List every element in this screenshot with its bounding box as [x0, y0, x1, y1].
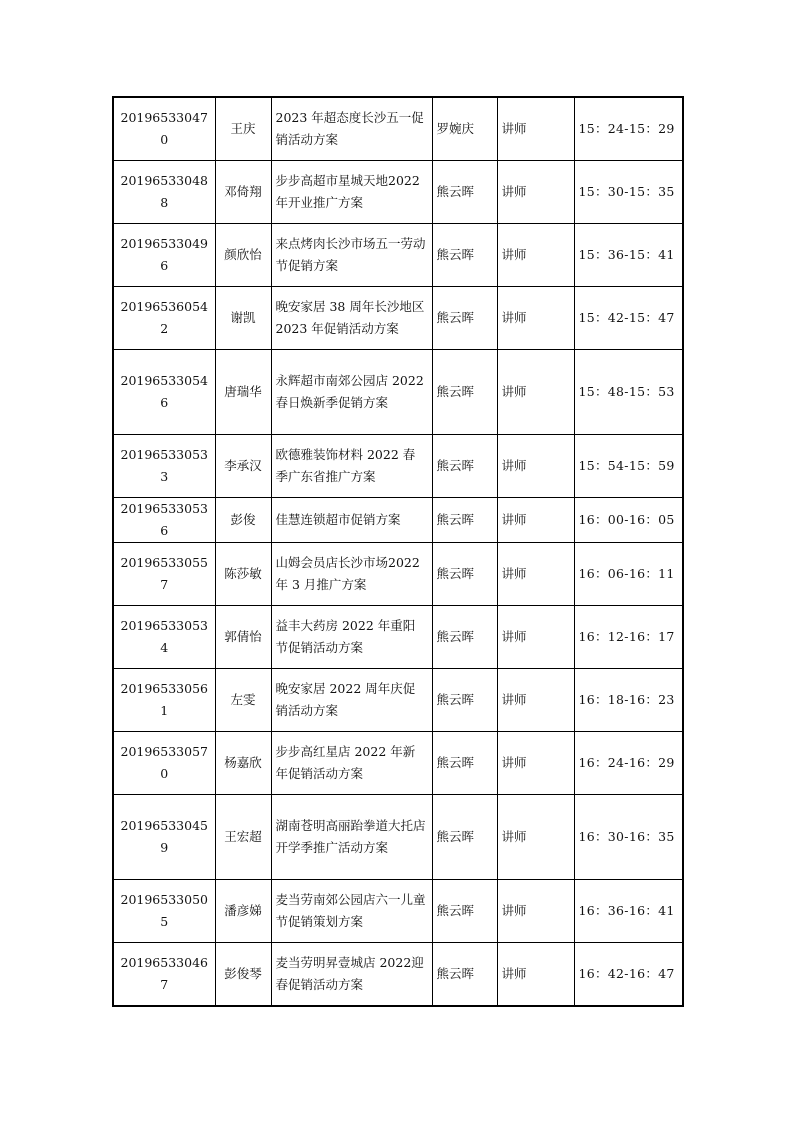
table-row	[113, 287, 683, 350]
table-row	[113, 669, 683, 732]
table-row	[113, 161, 683, 224]
advisor-name: 熊云晖	[432, 606, 497, 669]
table-row	[113, 97, 683, 161]
student-id: 201965330546	[113, 350, 215, 435]
student-id: 201965330561	[113, 669, 215, 732]
student-id: 201965330459	[113, 795, 215, 880]
advisor-title: 讲师	[497, 543, 574, 606]
advisor-name: 熊云晖	[432, 498, 497, 543]
advisor-title: 讲师	[497, 880, 574, 943]
advisor-name: 熊云晖	[432, 669, 497, 732]
table-row	[113, 498, 683, 543]
student-id: 201965330536	[113, 498, 215, 543]
advisor-title: 讲师	[497, 350, 574, 435]
schedule-table	[112, 96, 684, 1007]
advisor-name: 熊云晖	[432, 795, 497, 880]
student-id: 201965330533	[113, 435, 215, 498]
student-name: 王宏超	[215, 795, 271, 880]
time-slot: 15：36-15：41	[574, 224, 683, 287]
advisor-title: 讲师	[497, 97, 574, 161]
student-id: 201965330505	[113, 880, 215, 943]
table-row	[113, 880, 683, 943]
student-name: 彭俊	[215, 498, 271, 543]
student-name: 陈莎敏	[215, 543, 271, 606]
table-row	[113, 224, 683, 287]
table-row	[113, 795, 683, 880]
student-name: 唐瑞华	[215, 350, 271, 435]
time-slot: 16：00-16：05	[574, 498, 683, 543]
student-name: 左雯	[215, 669, 271, 732]
project-title: 麦当劳明昇壹城店 2022迎春促销活动方案	[271, 943, 432, 1007]
advisor-name: 罗婉庆	[432, 97, 497, 161]
student-id: 201965330570	[113, 732, 215, 795]
student-name: 彭俊琴	[215, 943, 271, 1007]
advisor-title: 讲师	[497, 606, 574, 669]
time-slot: 16：42-16：47	[574, 943, 683, 1007]
advisor-name: 熊云晖	[432, 161, 497, 224]
time-slot: 15：24-15：29	[574, 97, 683, 161]
student-id: 201965360542	[113, 287, 215, 350]
advisor-name: 熊云晖	[432, 435, 497, 498]
time-slot: 16：06-16：11	[574, 543, 683, 606]
student-name: 郭倩怡	[215, 606, 271, 669]
advisor-name: 熊云晖	[432, 880, 497, 943]
advisor-title: 讲师	[497, 732, 574, 795]
student-name: 潘彦娣	[215, 880, 271, 943]
advisor-title: 讲师	[497, 943, 574, 1007]
project-title: 步步高红星店 2022 年新年促销活动方案	[271, 732, 432, 795]
advisor-title: 讲师	[497, 435, 574, 498]
advisor-title: 讲师	[497, 498, 574, 543]
time-slot: 15：48-15：53	[574, 350, 683, 435]
time-slot: 16：30-16：35	[574, 795, 683, 880]
project-title: 麦当劳南郊公园店六一儿童节促销策划方案	[271, 880, 432, 943]
student-name: 邓倚翔	[215, 161, 271, 224]
project-title: 永辉超市南郊公园店 2022 春日焕新季促销方案	[271, 350, 432, 435]
table-row	[113, 606, 683, 669]
advisor-name: 熊云晖	[432, 732, 497, 795]
project-title: 晚安家居 2022 周年庆促销活动方案	[271, 669, 432, 732]
student-id: 201965330557	[113, 543, 215, 606]
table-row	[113, 543, 683, 606]
advisor-title: 讲师	[497, 669, 574, 732]
student-name: 颜欣怡	[215, 224, 271, 287]
advisor-name: 熊云晖	[432, 287, 497, 350]
table-row	[113, 435, 683, 498]
project-title: 2023 年超态度长沙五一促销活动方案	[271, 97, 432, 161]
project-title: 欧德雅装饰材料 2022 春季广东省推广方案	[271, 435, 432, 498]
advisor-name: 熊云晖	[432, 224, 497, 287]
project-title: 晚安家居 38 周年长沙地区 2023 年促销活动方案	[271, 287, 432, 350]
time-slot: 16：18-16：23	[574, 669, 683, 732]
project-title: 湖南苍明高丽跆拳道大托店开学季推广活动方案	[271, 795, 432, 880]
student-id: 201965330496	[113, 224, 215, 287]
time-slot: 15：42-15：47	[574, 287, 683, 350]
advisor-name: 熊云晖	[432, 543, 497, 606]
advisor-title: 讲师	[497, 287, 574, 350]
table-row	[113, 732, 683, 795]
project-title: 佳慧连锁超市促销方案	[271, 498, 432, 543]
student-name: 李承汉	[215, 435, 271, 498]
student-name: 杨嘉欣	[215, 732, 271, 795]
time-slot: 15：54-15：59	[574, 435, 683, 498]
student-id: 201965330470	[113, 97, 215, 161]
time-slot: 15：30-15：35	[574, 161, 683, 224]
table-row	[113, 350, 683, 435]
student-id: 201965330534	[113, 606, 215, 669]
advisor-title: 讲师	[497, 224, 574, 287]
project-title: 山姆会员店长沙市场2022 年 3 月推广方案	[271, 543, 432, 606]
student-id: 201965330488	[113, 161, 215, 224]
advisor-name: 熊云晖	[432, 943, 497, 1007]
student-name: 谢凯	[215, 287, 271, 350]
advisor-name: 熊云晖	[432, 350, 497, 435]
project-title: 来点烤肉长沙市场五一劳动节促销方案	[271, 224, 432, 287]
time-slot: 16：12-16：17	[574, 606, 683, 669]
time-slot: 16：24-16：29	[574, 732, 683, 795]
table-row	[113, 943, 683, 1007]
student-id: 201965330467	[113, 943, 215, 1007]
advisor-title: 讲师	[497, 161, 574, 224]
advisor-title: 讲师	[497, 795, 574, 880]
project-title: 益丰大药房 2022 年重阳节促销活动方案	[271, 606, 432, 669]
project-title: 步步高超市星城天地2022 年开业推广方案	[271, 161, 432, 224]
time-slot: 16：36-16：41	[574, 880, 683, 943]
student-name: 王庆	[215, 97, 271, 161]
